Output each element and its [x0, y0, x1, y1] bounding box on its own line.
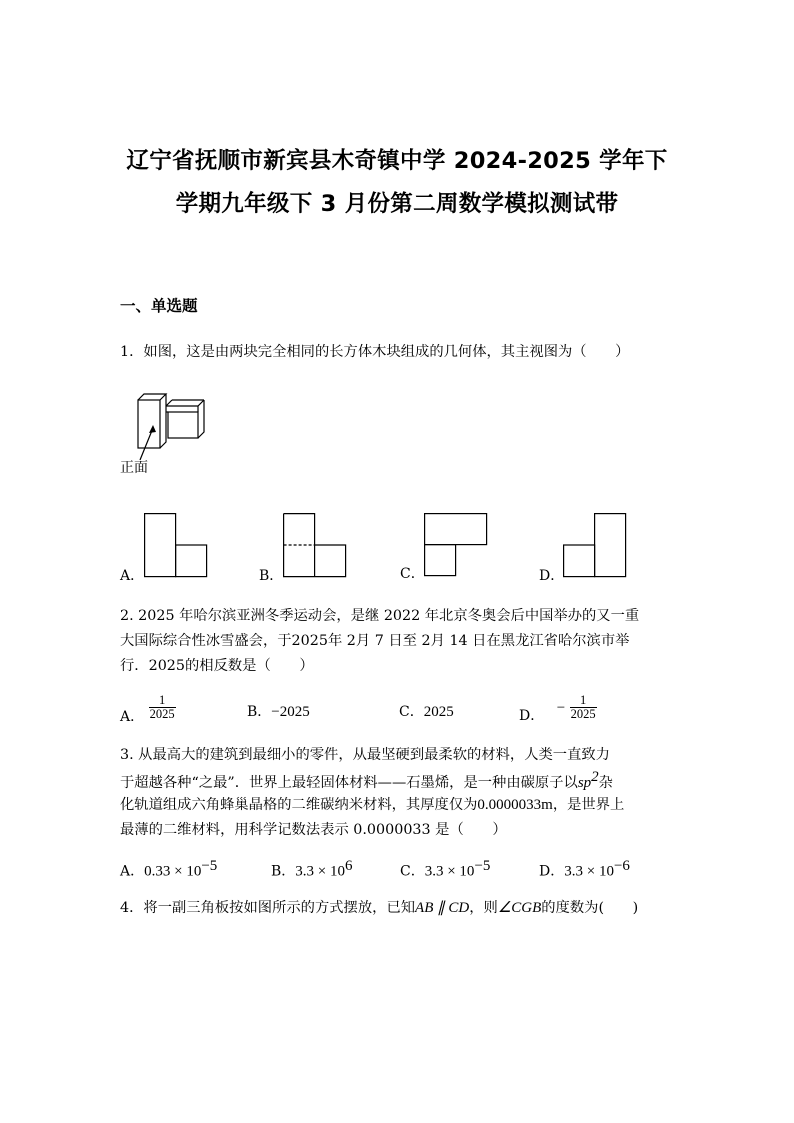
- question-2-line-1: 2. 2025 年哈尔滨亚洲冬季运动会，是继 2022 年北京冬奥会后中国举办的又一重: [120, 608, 640, 624]
- question-3-line-3: [120, 794, 624, 814]
- q4-angle-cgb: ∠CGB: [497, 900, 542, 916]
- q3-option-b: [271, 858, 353, 881]
- q4-stem-part-1: 4．将一副三角板按如图所示的方式摆放，已知: [120, 900, 416, 916]
- question-1-stem: 1．如图，这是由两块完全相同的长方体木块组成的几何体，其主视图为（ ）: [120, 344, 630, 360]
- question-3-line-2: [120, 769, 613, 792]
- q3-option-c-exponent: −5: [474, 858, 491, 874]
- q2-option-b-value: −2025: [271, 704, 310, 720]
- q3-option-a: [120, 858, 217, 881]
- q1-option-c-figure: [424, 513, 488, 577]
- q2-option-a-label: A．: [120, 708, 145, 725]
- q1-3d-solid-figure: [130, 390, 220, 450]
- q2-option-c-value: 2025: [423, 704, 454, 720]
- q3-option-c-base: 3.3 × 10: [424, 863, 475, 880]
- q2-option-d-sign: −: [556, 699, 566, 716]
- q3-option-c-label: C．: [400, 863, 425, 880]
- q1-option-a-label: A．: [120, 568, 145, 584]
- q1-option-b-figure: [283, 513, 347, 577]
- section-heading-single-choice: 一、单选题: [120, 297, 198, 315]
- q3-option-d: [539, 858, 630, 881]
- q3-option-d-exponent: −6: [613, 858, 630, 874]
- q3-line-2-end: 杂: [598, 774, 613, 791]
- q2-option-d-fraction: [570, 694, 597, 721]
- q3-option-a-label: A．: [120, 863, 145, 880]
- q3-option-b-base: 3.3 × 10: [295, 863, 346, 880]
- q2-option-b: [247, 701, 310, 721]
- document-title-line-1: 辽宁省抚顺市新宾县木奇镇中学 2024-2025 学年下: [126, 148, 668, 174]
- q2-option-b-label: B．: [247, 704, 272, 720]
- question-2-line-3: 行．2025的相反数是（ ）: [120, 658, 314, 674]
- q2-option-a-denominator: 2025: [149, 707, 175, 721]
- q1-option-d-label: D．: [539, 568, 565, 584]
- q3-line-3-text: 化轨道组成六角蜂巢晶格的二维碳纳米材料，其厚度仅为: [120, 797, 478, 813]
- q3-sp-exponent: 2: [591, 769, 599, 785]
- q3-thickness-value: 0.0000033m: [477, 797, 553, 813]
- q2-option-c-label: C．: [399, 704, 424, 720]
- q1-option-a-figure: [144, 513, 208, 577]
- q2-option-a: [120, 693, 176, 725]
- q1-front-view-label: 正面: [120, 460, 148, 476]
- document-title-line-2: 学期九年级下 3 月份第二周数学模拟测试带: [175, 191, 619, 217]
- q2-option-a-numerator: 1: [149, 694, 176, 708]
- q3-option-a-exponent: −5: [201, 858, 218, 874]
- q3-sp-term: sp: [577, 774, 592, 791]
- question-3-line-4: 最薄的二维材料，用科学记数法表示 0.0000033 是（ ）: [120, 822, 507, 838]
- q3-line-2-text: 于超越各种“之最”．世界上最轻固体材料——石墨烯，是一种由碳原子以: [120, 774, 578, 791]
- question-2-line-2: 大国际综合性冰雪盛会，于2025年 2月 7 日至 2月 14 日在黑龙江省哈尔滨市举: [120, 633, 630, 649]
- q4-parallel-condition: AB ∥ CD: [415, 900, 470, 916]
- question-3-line-1: 3. 从最高大的建筑到最细小的零件，从最坚硬到最柔软的材料，人类一直致力: [120, 747, 610, 763]
- q2-option-a-fraction: [149, 694, 176, 721]
- q2-option-d-denominator: 2025: [570, 707, 596, 721]
- q2-option-d-numerator: 1: [570, 694, 597, 708]
- q2-option-d-label: D．: [519, 707, 545, 724]
- q2-option-c: [399, 701, 454, 721]
- q3-option-a-base: 0.33 × 10: [144, 863, 202, 880]
- q4-stem-part-3: 的度数为( ): [541, 900, 639, 916]
- q1-option-c-label: C．: [400, 566, 425, 582]
- q1-option-b-label: B．: [259, 568, 284, 584]
- question-4-stem: [120, 897, 638, 917]
- q3-option-c: [400, 858, 490, 881]
- q3-option-b-label: B．: [271, 863, 296, 880]
- q4-stem-part-2: ，则: [469, 900, 498, 916]
- q3-option-b-exponent: 6: [345, 858, 353, 874]
- q3-option-d-label: D．: [539, 863, 565, 880]
- q3-option-d-base: 3.3 × 10: [564, 863, 614, 880]
- q1-option-d-figure: [563, 513, 627, 577]
- q2-option-d: [519, 693, 597, 724]
- q3-line-3-end: ，是世界上: [552, 797, 625, 813]
